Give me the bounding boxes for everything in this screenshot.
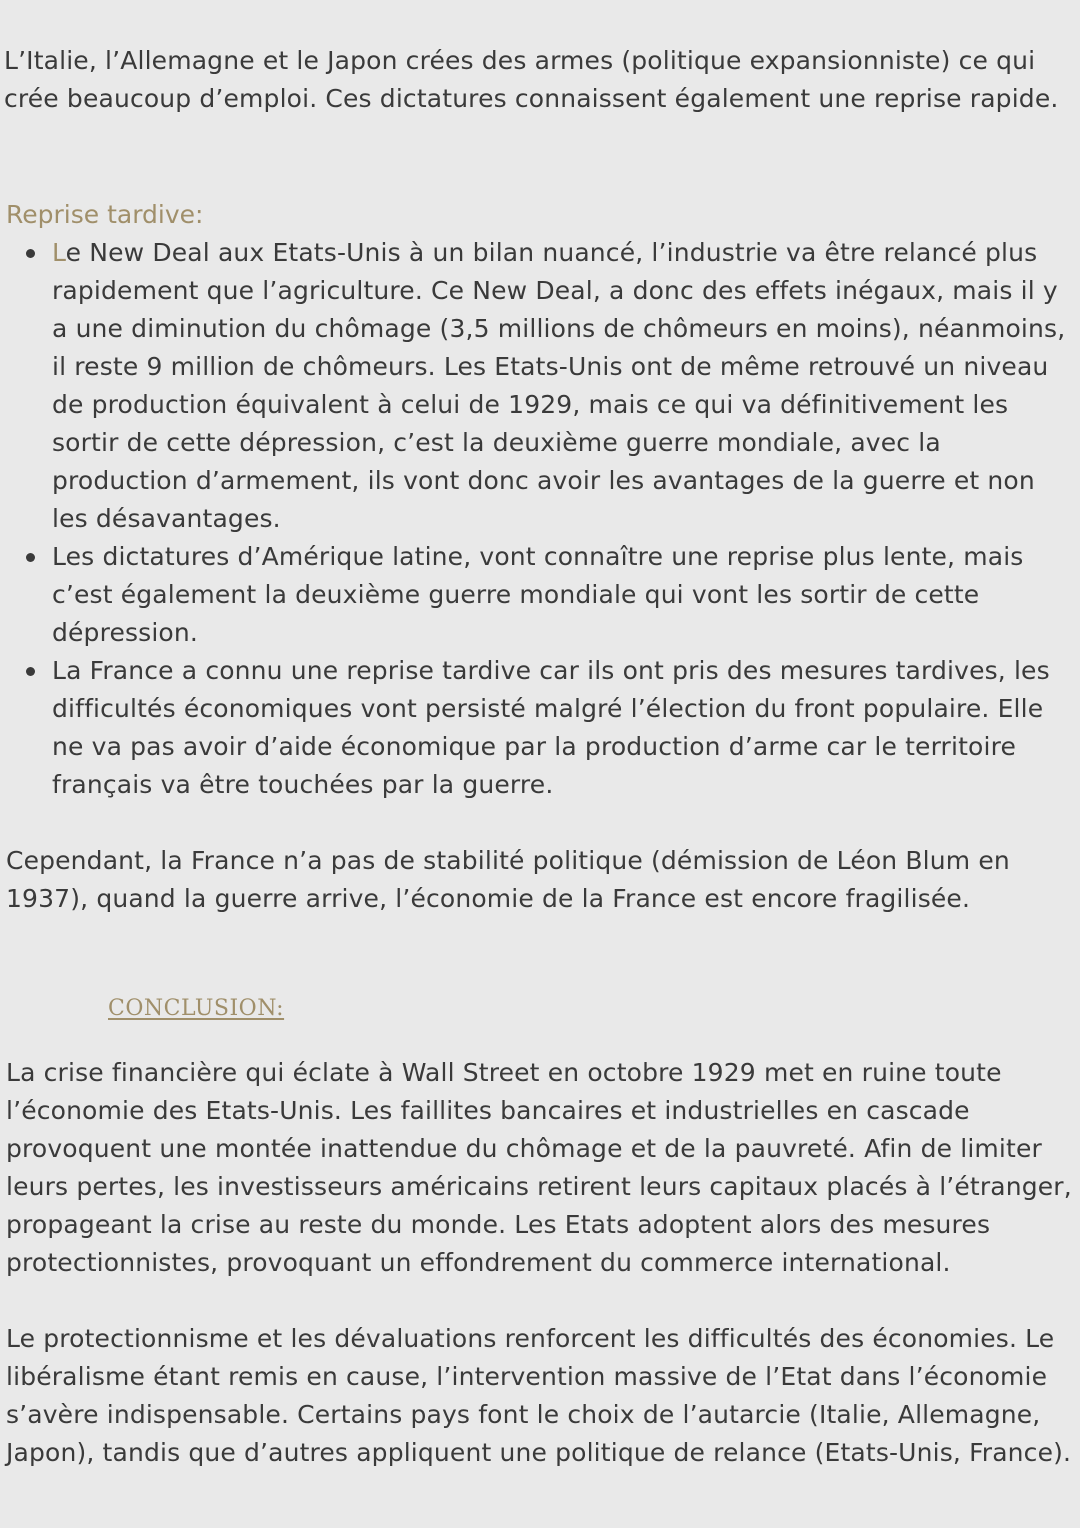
bullet-dot-icon [26,553,35,562]
bullet-dot-icon [26,667,35,676]
bullet-text: Les dictatures d’Amérique latine, vont connaître une reprise plus lente, mais c’est également la deuxième guerre mondiale qui vont les sortir de cette dépression. [52,542,1024,647]
cependant-paragraph: Cependant, la France n’a pas de stabilité politique (démission de Léon Blum en 1937), quand la guerre arrive, l’économie de la France est encore fragilisée. [6,846,1010,913]
conclusion-paragraph-1: La crise financière qui éclate à Wall Street en octobre 1929 met en ruine toute l’économie des Etats-Unis. Les faillites bancaires et industrielles en cascade provoquent une montée inattendue du chômage et de la pauvreté. Afin de limiter leurs pertes, les investisseurs américains retirent leurs capitaux placés à l’étranger, propageant la crise au reste du monde. Les Etats adoptent alors des mesures protectionnistes, provoquant un effondrement du commerce international. [6,1058,1072,1277]
conclusion-heading: CONCLUSION: [108,996,285,1021]
reprise-bullet-list [0,234,1078,804]
bullet-item-amerique-latine [0,538,1078,652]
bullet-text: e New Deal aux Etats-Unis à un bilan nuancé, l’industrie va être relancé plus rapidement que l’agriculture. Ce New Deal, a donc des effets inégaux, mais il y a une diminution du chômage (3,5 millions de chômeurs en moins), néanmoins, il reste 9 million de chômeurs. Les Etats-Unis ont de même retrouvé un niveau de production équivalent à celui de 1929, mais ce qui va définitivement les sortir de cette dépression, c’est la deuxième guerre mondiale, avec la production d’armement, ils vont donc avoir les avantages de la guerre et non les désavantages. [52,238,1066,533]
bullet-text: La France a connu une reprise tardive car ils ont pris des mesures tardives, les difficultés économiques vont persisté malgré l’élection du front populaire. Elle ne va pas avoir d’aide économique par la production d’arme car le territoire français va être touchées par la guerre. [52,656,1050,799]
reprise-tardive-heading: Reprise tardive: [6,200,204,229]
bullet-dot-icon [26,249,35,258]
intro-paragraph: L’Italie, l’Allemagne et le Japon crées des armes (politique expansionniste) ce qui crée beaucoup d’emploi. Ces dictatures connaissent également une reprise rapide. [4,46,1059,113]
accent-initial-letter: L [52,238,66,267]
bullet-item-france [0,652,1078,804]
conclusion-paragraph-2: Le protectionnisme et les dévaluations renforcent les difficultés des économies. Le libéralisme étant remis en cause, l’intervention massive de l’Etat dans l’économie s’avère indispensable. Certains pays font le choix de l’autarcie (Italie, Allemagne, Japon), tandis que d’autres appliquent une politique de relance (Etats-Unis, France). [6,1324,1072,1467]
bullet-item-new-deal [0,234,1078,538]
